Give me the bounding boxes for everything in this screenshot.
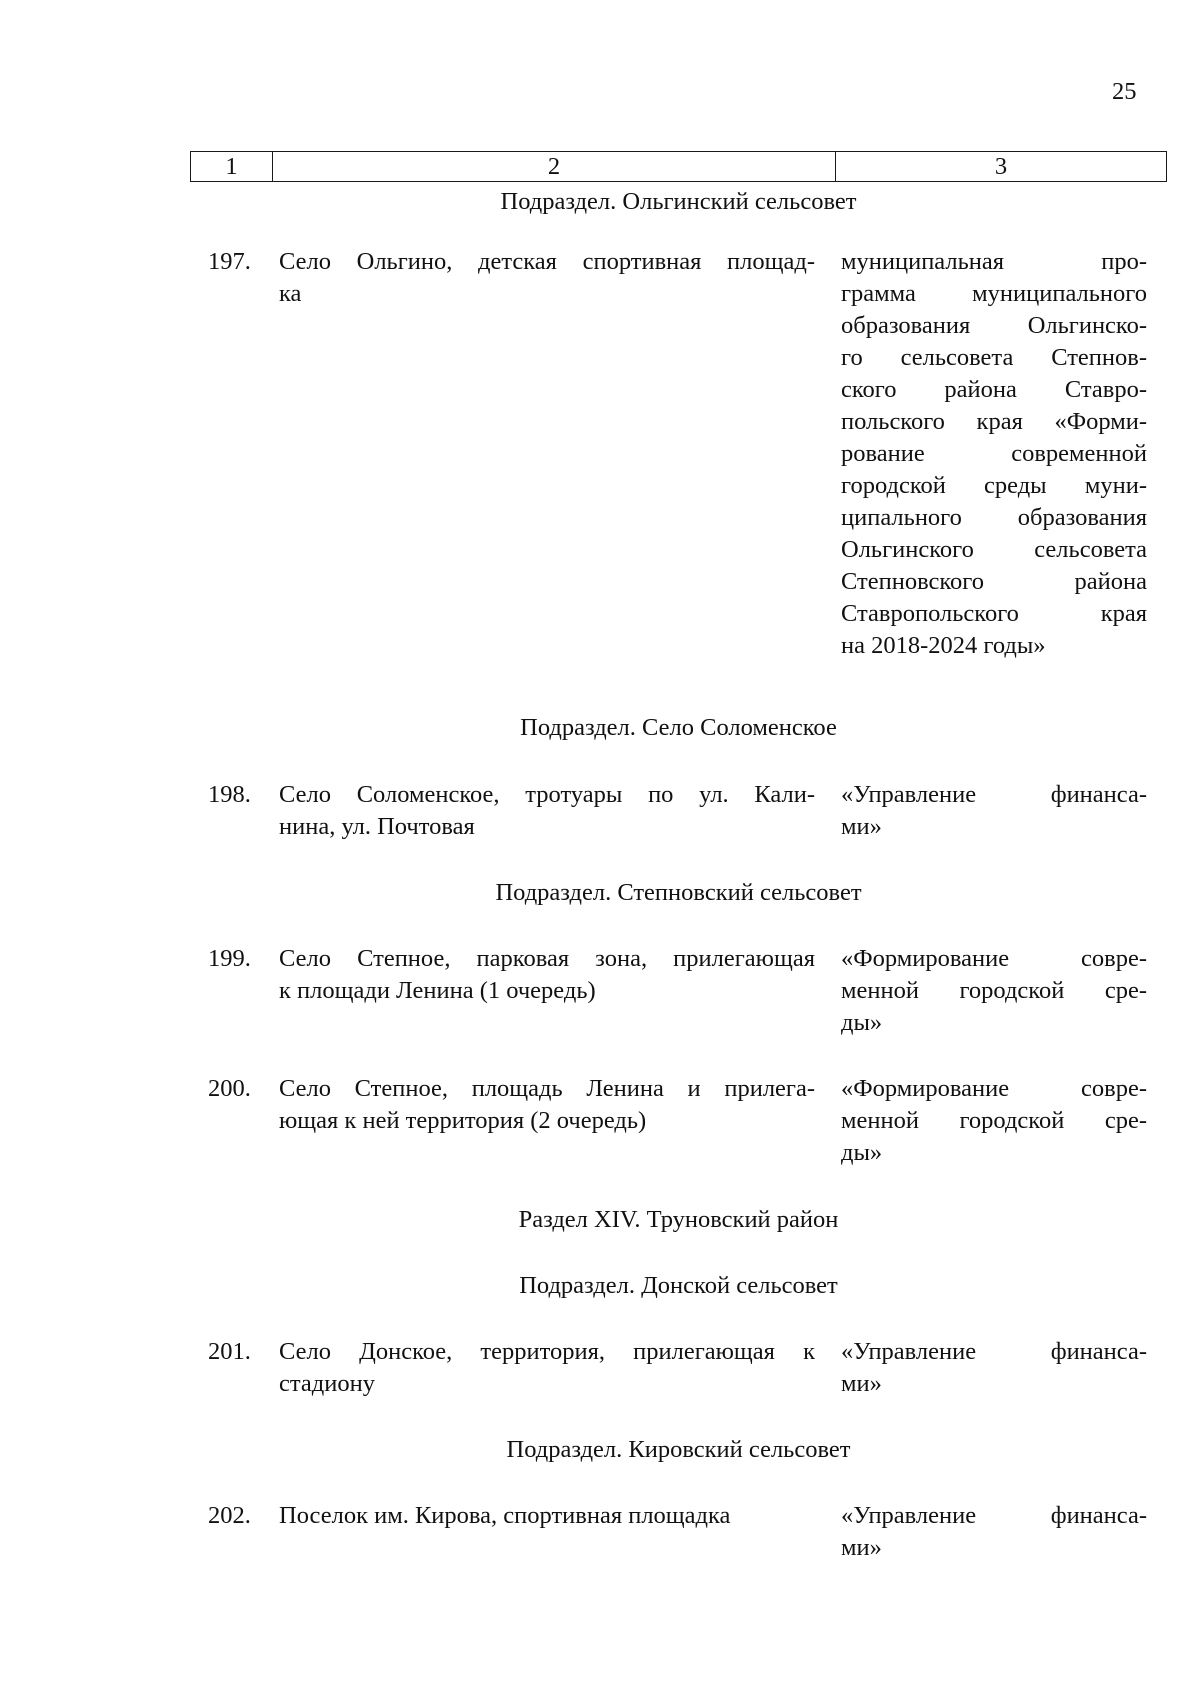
header-col-3: 3 [994,153,1008,180]
program-line: образования Ольгинско- [841,312,1147,339]
program-line: Ставропольского края [841,600,1147,627]
object-line: ющая к ней территория (2 очередь) [279,1107,647,1134]
program-description [841,943,1147,1039]
program-line: муниципальная про- [841,248,1147,275]
object-line: Село Степное, парковая зона, прилегающая [279,945,815,972]
program-description [841,1336,1147,1400]
program-line: «Управление финанса- [841,1502,1147,1529]
program-line: на 2018-2024 годы» [841,632,1046,659]
object-line: стадиону [279,1370,375,1397]
subsection-heading-solomenskoe: Подраздел. Село Соломенское [520,714,837,741]
object-description [279,1500,815,1532]
row-number: 199. [208,945,251,972]
object-line: к площади Ленина (1 очередь) [279,977,596,1004]
program-line: ми» [841,813,882,840]
program-line: ципального образования [841,504,1147,531]
row-number: 198. [208,781,251,808]
section-heading-trunovsky: Раздел XIV. Труновский район [518,1206,839,1233]
program-line: рование современной [841,440,1147,467]
object-description [279,779,815,843]
program-line: «Управление финанса- [841,1338,1147,1365]
program-line: ды» [841,1139,883,1166]
row-number: 197. [208,248,251,275]
program-line: Ольгинского сельсовета [841,536,1147,563]
row-number: 202. [208,1502,251,1529]
program-line: менной городской сре- [841,1107,1147,1134]
program-description [841,779,1147,843]
program-line: ми» [841,1534,882,1561]
program-line: «Формирование совре- [841,945,1147,972]
program-line: грамма муниципального [841,280,1147,307]
program-description [841,1500,1147,1564]
header-col-1: 1 [191,152,273,181]
program-line: «Формирование совре- [841,1075,1147,1102]
object-description [279,1336,815,1400]
table-header [190,151,1167,182]
page-number: 25 [1112,78,1137,105]
subsection-heading-stepnovsky: Подраздел. Степновский сельсовет [495,879,862,906]
object-description [279,246,815,310]
header-col-2: 2 [273,152,836,181]
subsection-heading-donskoy: Подраздел. Донской сельсовет [519,1272,838,1299]
object-line: Село Ольгино, детская спортивная площад- [279,248,815,275]
program-line: менной городской сре- [841,977,1147,1004]
program-line: ми» [841,1370,882,1397]
object-description [279,1073,815,1137]
program-line: «Управление финанса- [841,781,1147,808]
program-line: польского края «Форми- [841,408,1147,435]
subsection-heading-olginsky: Подраздел. Ольгинский сельсовет [500,188,857,215]
program-line: ского района Ставро- [841,376,1147,403]
row-number: 201. [208,1338,251,1365]
object-line: Село Соломенское, тротуары по ул. Кали- [279,781,815,808]
subsection-heading-kirovsky: Подраздел. Кировский сельсовет [506,1436,851,1463]
program-line: го сельсовета Степнов- [841,344,1147,371]
program-description [841,1073,1147,1169]
object-line: Поселок им. Кирова, спортивная площадка [279,1502,731,1529]
object-line: ка [279,280,302,307]
object-line: Село Степное, площадь Ленина и прилега- [279,1075,815,1102]
object-description [279,943,815,1007]
program-line: городской среды муни- [841,472,1147,499]
program-line: ды» [841,1009,883,1036]
object-line: Село Донское, территория, прилегающая к [279,1338,815,1365]
program-description [841,246,1147,662]
row-number: 200. [208,1075,251,1102]
object-line: нина, ул. Почтовая [279,813,475,840]
program-line: Степновского района [841,568,1147,595]
